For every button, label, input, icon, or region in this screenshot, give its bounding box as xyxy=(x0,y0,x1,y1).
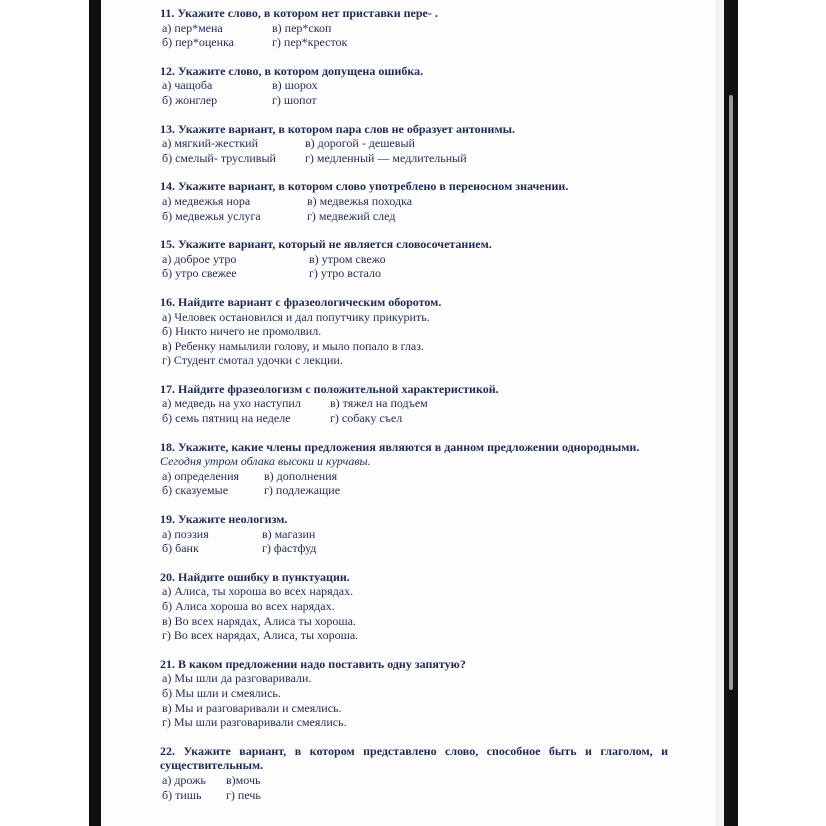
question-q21 xyxy=(160,657,668,730)
answer-option: а) Человек остановился и дал попутчику прикурить. xyxy=(162,309,430,324)
answer-option: б) пер*оценка xyxy=(162,35,234,50)
answer-option: а) дрожь xyxy=(162,772,206,787)
answer-option: а) Мы шли да разговаривали. xyxy=(162,671,312,686)
answer-row xyxy=(160,151,668,166)
question-q14 xyxy=(160,179,668,223)
answer-option: в) Ребенку намылили голову, и мыло попало в глаз. xyxy=(162,338,424,353)
answer-option: г) шопот xyxy=(272,92,317,107)
question-title: 19. Укажите неологизм. xyxy=(160,512,288,527)
answer-row xyxy=(160,396,668,411)
question-q15 xyxy=(160,237,668,281)
answer-option: б) банк xyxy=(162,541,199,556)
answer-option: б) Никто ничего не промолвил. xyxy=(162,324,322,339)
answer-row xyxy=(160,469,668,484)
question-q16 xyxy=(160,295,668,368)
answer-option: в) утром свежо xyxy=(309,251,386,266)
answer-option: г) Мы шли разговаривали смеялись. xyxy=(162,715,347,730)
answer-row xyxy=(160,483,668,498)
question-title: 21. В каком предложении надо поставить одну запятую? xyxy=(160,656,466,671)
answer-option: б) сказуемые xyxy=(162,483,229,498)
answer-option: а) Алиса, ты хороша во всех нарядах. xyxy=(162,584,354,599)
answer-row xyxy=(160,21,668,36)
question-title: 11. Укажите слово, в котором нет приставки пере- . xyxy=(160,6,438,20)
question-title: 12. Укажите слово, в котором допущена ошибка. xyxy=(160,63,424,78)
question-q20 xyxy=(160,570,668,643)
answer-row xyxy=(160,209,668,224)
answer-option: б) семь пятниц на неделе xyxy=(162,411,291,426)
answer-row xyxy=(160,252,668,267)
question-q11 xyxy=(160,6,668,50)
answer-option: в)мочь xyxy=(226,772,261,787)
test-document xyxy=(160,6,668,816)
question-q17 xyxy=(160,382,668,426)
answer-option: а) медведь на ухо наступил xyxy=(162,396,301,411)
answer-option: г) собаку съел xyxy=(330,411,403,426)
answer-option: в) медвежья походка xyxy=(307,193,413,208)
question-q18 xyxy=(160,440,668,498)
answer-option: г) медленный — медлительный xyxy=(305,150,467,165)
scrollbar-track[interactable] xyxy=(715,0,724,826)
answer-option: г) Студент смотал удочки с лекции. xyxy=(162,353,343,368)
answer-option: в) пер*скоп xyxy=(272,20,332,35)
answer-option: г) пер*кресток xyxy=(272,35,348,50)
question-q19 xyxy=(160,512,668,556)
answer-option: г) подлежащие xyxy=(264,483,341,498)
answer-row xyxy=(160,136,668,151)
answer-option: в) Во всех нарядах, Алиса ты хороша. xyxy=(162,613,356,628)
answer-row xyxy=(160,773,668,788)
question-q12 xyxy=(160,64,668,108)
question-title: 16. Найдите вариант с фразеологическим оборотом. xyxy=(160,294,442,309)
answer-option: в) шорох xyxy=(272,78,318,93)
answer-row xyxy=(160,78,668,93)
question-title: 18. Укажите, какие члены предложения являются в данном предложении однородными. xyxy=(160,439,640,454)
answer-option: б) медвежья услуга xyxy=(162,208,261,223)
answer-option: г) печь xyxy=(226,787,261,802)
answer-row xyxy=(160,541,668,556)
question-q13 xyxy=(160,122,668,166)
answer-row xyxy=(160,788,668,803)
answer-option: б) жонглер xyxy=(162,92,218,107)
example-sentence: Сегодня утром облака высоки и курчавы. xyxy=(160,454,371,469)
answer-option: а) определения xyxy=(162,468,240,483)
answer-row xyxy=(160,266,668,281)
answer-option: б) смелый- трусливый xyxy=(162,150,276,165)
answer-option: г) Во всех нарядах, Алиса, ты хороша. xyxy=(162,628,359,643)
answer-option: б) Алиса хороша во всех нарядах. xyxy=(162,599,335,613)
answer-option: б) Мы шли и смеялись. xyxy=(162,685,281,700)
answer-option: а) доброе утро xyxy=(162,251,237,266)
answer-option: а) мягкий-жесткий xyxy=(162,136,259,151)
question-title: 17. Найдите фразеологизм с положительной характеристикой. xyxy=(160,381,499,396)
answer-option: г) фастфуд xyxy=(262,541,317,556)
question-title: 22. Укажите вариант, в котором представлено слово, способное быть и глаголом, и существительным. xyxy=(160,743,668,773)
answer-row xyxy=(160,35,668,50)
answer-option: в) Мы и разговаривали и смеялись. xyxy=(162,700,342,715)
answer-option: б) тишь xyxy=(162,787,202,802)
answer-option: а) пер*мена xyxy=(162,20,223,35)
answer-option: б) утро свежее xyxy=(162,266,237,281)
answer-row xyxy=(160,527,668,542)
answer-option: в) дополнения xyxy=(264,468,338,483)
answer-option: а) медвежья нора xyxy=(162,193,251,208)
question-q22 xyxy=(160,744,668,802)
question-title: 15. Укажите вариант, который не является словосочетанием. xyxy=(160,237,492,252)
answer-row xyxy=(160,93,668,108)
answer-row xyxy=(160,194,668,209)
answer-option: в) тяжел на подъем xyxy=(330,396,428,411)
answer-option: в) дорогой - дешевый xyxy=(305,136,415,151)
answer-option: г) медвежий след xyxy=(307,208,396,223)
question-title: 14. Укажите вариант, в котором слово употреблено в переносном значении. xyxy=(160,179,569,194)
scrollbar-thumb[interactable] xyxy=(729,95,733,690)
answer-option: а) чащоба xyxy=(162,78,213,93)
question-title: 13. Укажите вариант, в котором пара слов не образует антонимы. xyxy=(160,121,515,136)
answer-option: г) утро встало xyxy=(309,266,382,281)
device-bezel-left xyxy=(89,0,101,826)
answer-option: в) магазин xyxy=(262,526,316,541)
question-title: 20. Найдите ошибку в пунктуации. xyxy=(160,569,350,584)
answer-row xyxy=(160,411,668,426)
answer-option: а) поэзия xyxy=(162,526,209,541)
